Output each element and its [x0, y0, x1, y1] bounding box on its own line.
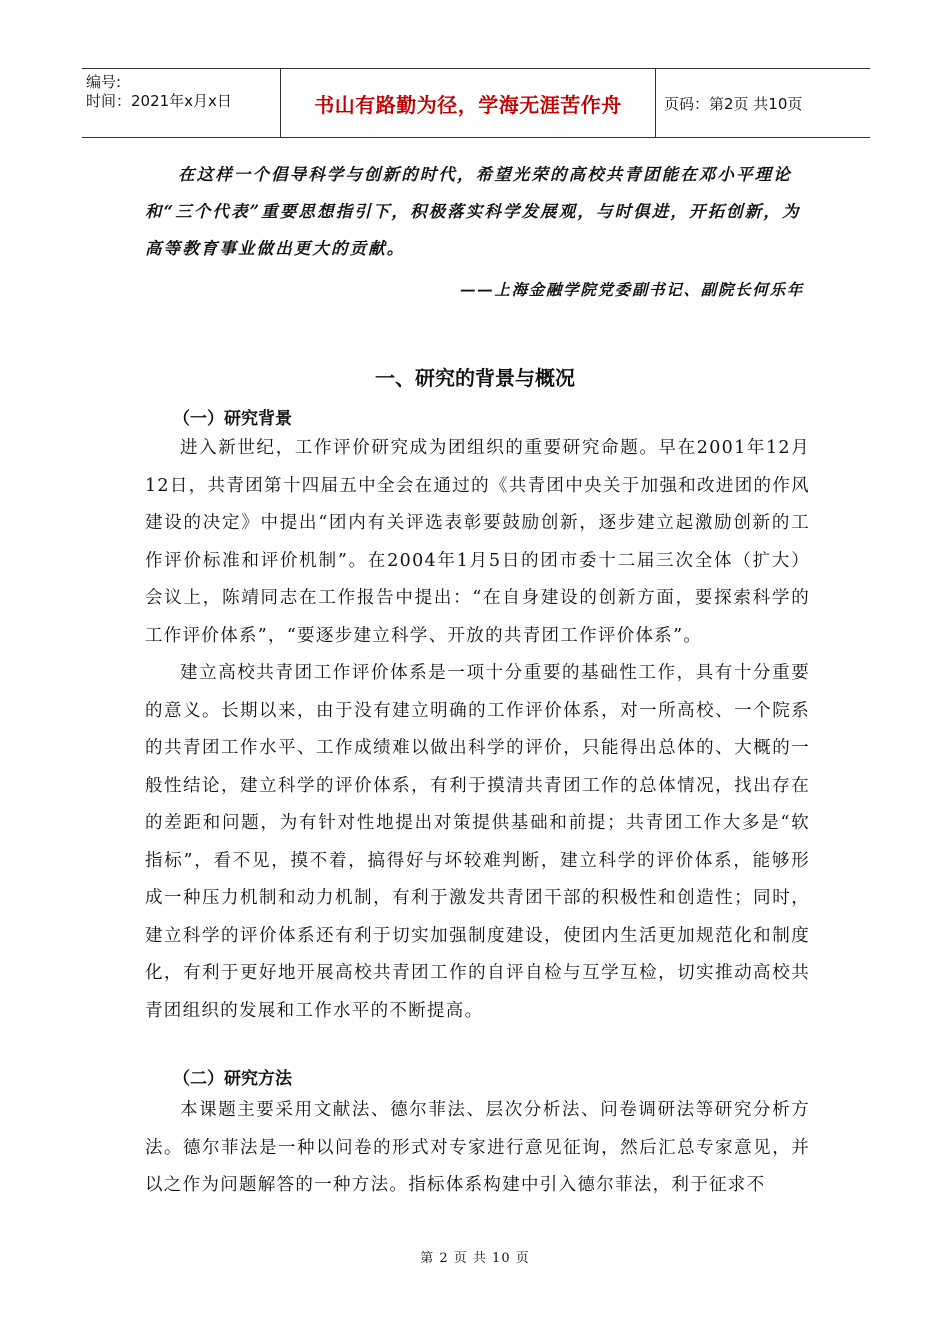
background-section — [145, 430, 810, 1030]
page-footer: 第 2 页 共 10 页 — [420, 1251, 530, 1266]
method-section — [145, 1092, 810, 1205]
opening-quote — [145, 156, 810, 267]
quote-text: 在这样一个倡导科学与创新的时代，希望光荣的高校共青团能在邓小平理论和“三个代表”重要思想指引下，积极落实科学发展观，与时俱进，开拓创新，为高等教育事业做出更大的贡献。 — [145, 165, 801, 258]
paragraph: 本课题主要采用文献法、德尔菲法、层次分析法、问卷调研法等研究分析方法。德尔菲法是一种以问卷的形式对专家进行意见征询，然后汇总专家意见，并以之作为问题解答的一种方法。指标体系构建中引入德尔菲法，利于征求不 — [145, 1100, 810, 1195]
header-page-info: 页码：第2页 共10页 — [664, 94, 803, 113]
quote-attribution: ——上海金融学院党委副书记、副院长何乐年 — [459, 280, 804, 299]
header-meta — [82, 69, 280, 137]
page-header — [82, 68, 870, 138]
section-title: 一、研究的背景与概况 — [375, 366, 575, 390]
paragraph: 建立高校共青团工作评价体系是一项十分重要的基础性工作，具有十分重要的意义。长期以来，由于没有建立明确的工作评价体系，对一所高校、一个院系的共青团工作水平、工作成绩难以做出科学的评价，只能得出总体的、大概的一般性结论，建立科学的评价体系，有利于摸清共青团工作的总体情况，找出存在的差距和问题，为有针对性地提出对策提供基础和前提；共青团工作大多是“软指标”，看不见，摸不着，搞得好与坏较难判断，建立科学的评价体系，能够形成一种压力机制和动力机制，有利于激发共青团干部的积极性和创造性；同时，建立科学的评价体系还有利于切实加强制度建设，使团内生活更加规范化和制度化，有利于更好地开展高校共青团工作的自评自检与互学互检，切实推动高校共青团组织的发展和工作水平的不断提高。 — [145, 663, 810, 1021]
header-motto: 书山有路勤为径，学海无涯苦作舟 — [280, 69, 656, 137]
subsection-title-background: （一）研究背景 — [173, 409, 292, 429]
paragraph: 进入新世纪，工作评价研究成为团组织的重要研究命题。早在2001年12月12日，共青团第十四届五中全会在通过的《共青团中央关于加强和改进团的作风建设的决定》中提出“团内有关评选表彰要鼓励创新，逐步建立起激励创新的工作评价标准和评价机制”。在2004年1月5日的团市委十二届三次全体（扩大）会议上，陈靖同志在工作报告中提出：“在自身建设的创新方面，要探索科学的工作评价体系”，“要逐步建立科学、开放的共青团工作评价体系”。 — [145, 438, 810, 646]
subsection-title-method: （二）研究方法 — [173, 1069, 292, 1089]
time-label: 时间：2021年x月x日 — [86, 92, 232, 110]
serial-label: 编号: — [86, 73, 122, 91]
